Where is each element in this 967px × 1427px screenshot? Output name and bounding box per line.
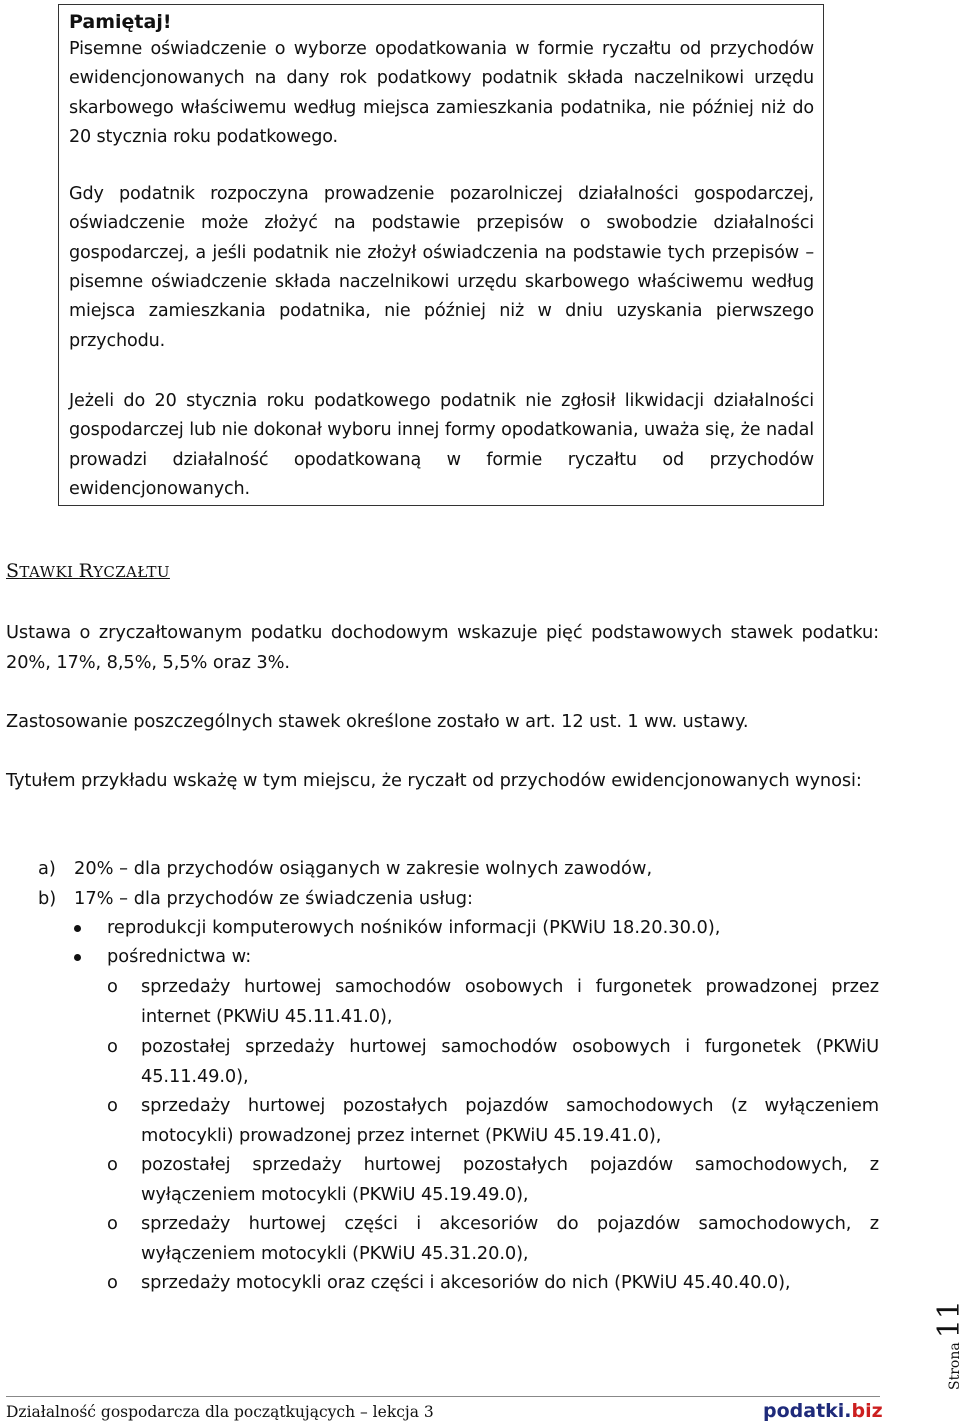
bullet-item-1: reprodukcji komputerowych nośników informacji (PKWiU 18.20.30.0), — [107, 917, 721, 938]
sub-marker: o — [107, 976, 118, 997]
sub-item-3: sprzedaży hurtowej pozostałych pojazdów samochodowych (z wyłączeniem motocykli) prowadzonej przez internet (PKWiU 45.19.41.0), — [141, 1095, 879, 1146]
list-item-a: 20% – dla przychodów osiąganych w zakresie wolnych zawodów, — [74, 858, 653, 879]
sub-marker: o — [107, 1095, 118, 1116]
notice-box — [58, 4, 824, 506]
sub-item-6: sprzedaży motocykli oraz części i akcesoriów do nich (PKWiU 45.40.40.0), — [141, 1272, 791, 1293]
page-number: 11 — [932, 1300, 967, 1339]
sub-item-2: pozostałej sprzedaży hurtowej samochodów osobowych i furgonetek (PKWiU 45.11.49.0), — [141, 1036, 879, 1087]
section-paragraph-2: Zastosowanie poszczególnych stawek określone zostało w art. 12 ust. 1 ww. ustawy. — [6, 711, 749, 732]
section-paragraph-3: Tytułem przykładu wskażę w tym miejscu, że ryczałt od przychodów ewidencjonowanych wynosi: — [6, 770, 862, 791]
bullet-item-2: pośrednictwa w: — [107, 946, 252, 967]
sub-marker: o — [107, 1213, 118, 1234]
sub-marker: o — [107, 1154, 118, 1175]
section-paragraph-1: Ustawa o zryczałtowanym podatku dochodowym wskazuje pięć podstawowych stawek podatku: 20%, 17%, 8,5%, 5,5% oraz 3%. — [6, 622, 879, 673]
page-label-word: Strona — [947, 1342, 963, 1390]
list-item-b: 17% – dla przychodów ze świadczenia usług: — [74, 888, 474, 909]
sub-item-5: sprzedaży hurtowej części i akcesoriów do pojazdów samochodowych, z wyłączeniem motocykli (PKWiU 45.31.20.0), — [141, 1213, 879, 1264]
brand-tld: biz — [851, 1400, 883, 1422]
sub-marker: o — [107, 1272, 118, 1293]
page-number-label — [928, 1260, 967, 1390]
notice-paragraph-1: Pisemne oświadczenie o wyborze opodatkowania w formie ryczałtu od przychodów ewidencjonowanych na dany rok podatkowy podatnik składa naczelnikowi urzędu skarbowego właściwemu według miejsca zamieszkania podatnika, nie później niż do 20 stycznia roku podatkowego. — [69, 39, 814, 147]
notice-title: Pamiętaj! — [69, 11, 172, 33]
notice-paragraph-3: Jeżeli do 20 stycznia roku podatkowego podatnik nie zgłosił likwidacji działalności gospodarczej lub nie dokonał wyboru innej formy opodatkowania, uważa się, że nadal prowadzi działalność opodatkowaną w formie ryczałtu od przychodów ewidencjonowanych. — [69, 390, 814, 499]
list-marker-b: b) — [38, 888, 57, 909]
footer-divider — [6, 1396, 880, 1397]
sub-item-1: sprzedaży hurtowej samochodów osobowych i furgonetek prowadzonej przez internet (PKWiU 45.11.41.0), — [141, 976, 879, 1027]
heading-cap-1: S — [6, 560, 20, 582]
brand-main: podatki. — [763, 1400, 852, 1422]
heading-rest-2: YCZAŁTU — [93, 563, 170, 581]
bullet-dot — [74, 954, 81, 961]
footer-brand-logo[interactable] — [763, 1400, 883, 1422]
sub-marker: o — [107, 1036, 118, 1057]
section-heading — [6, 560, 170, 582]
sub-item-4: pozostałej sprzedaży hurtowej pozostałych pojazdów samochodowych, z wyłączeniem motocykli (PKWiU 45.19.49.0), — [141, 1154, 879, 1205]
heading-rest-1: TAWKI — [19, 563, 79, 581]
bullet-dot — [74, 925, 81, 932]
heading-cap-2: R — [78, 560, 94, 582]
footer-course-title: Działalność gospodarcza dla początkujących – lekcja 3 — [6, 1403, 434, 1421]
notice-paragraph-2: Gdy podatnik rozpoczyna prowadzenie pozarolniczej działalności gospodarczej, oświadczenie może złożyć na podstawie przepisów o swobodzie działalności gospodarczej, a jeśli podatnik nie złożył oświadczenia na podstawie tych przepisów – pisemne oświadczenie składa naczelnikowi urzędu skarbowego właściwemu według miejsca zamieszkania podatnika, nie później niż w dniu uzyskania pierwszego przychodu. — [69, 184, 814, 351]
list-marker-a: a) — [38, 858, 56, 879]
